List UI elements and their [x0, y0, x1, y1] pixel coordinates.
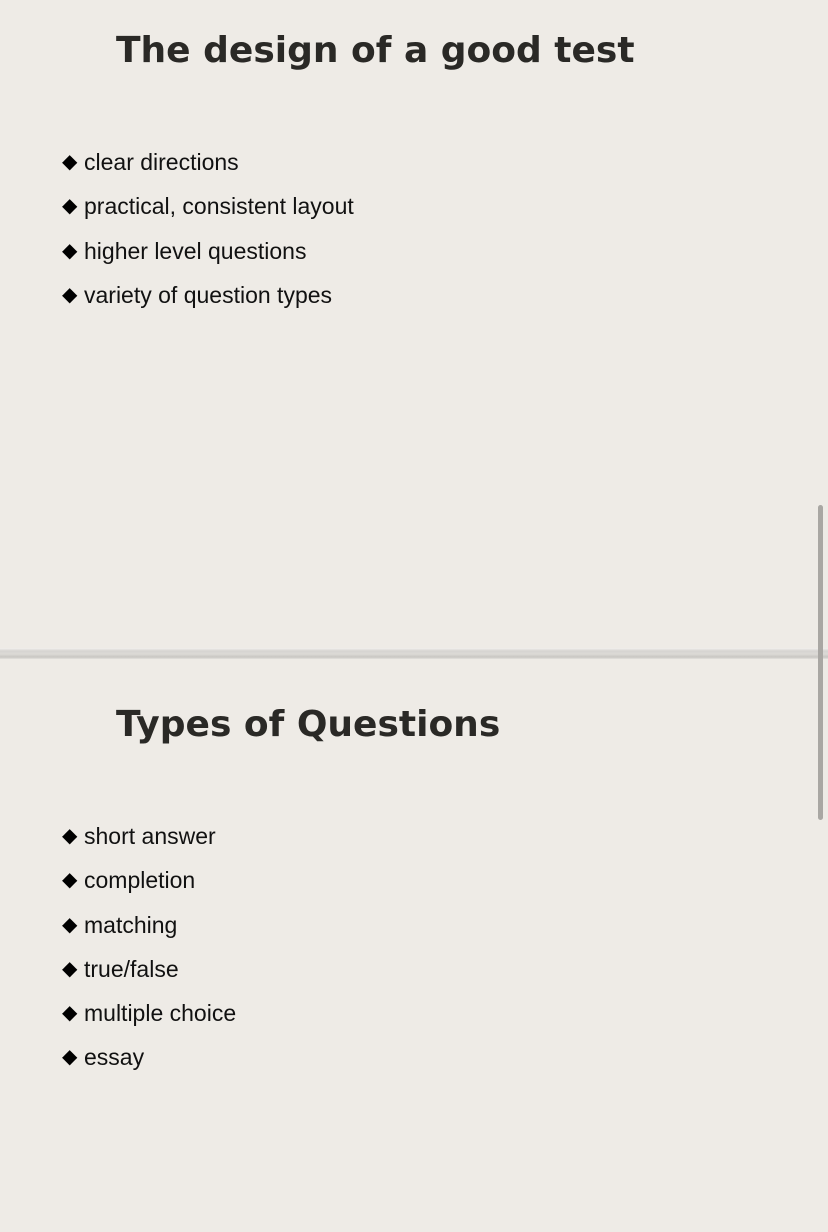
list-item-text: completion — [84, 867, 196, 894]
diamond-bullet-icon: ◆ — [62, 913, 78, 936]
slide-title: The design of a good test — [116, 30, 635, 71]
list-item — [62, 280, 354, 324]
diamond-bullet-icon: ◆ — [62, 825, 78, 847]
list-item — [62, 1042, 236, 1086]
bullet-list — [62, 147, 354, 324]
list-item — [62, 147, 354, 191]
diamond-bullet-icon: ◆ — [62, 239, 78, 262]
bullet-list — [62, 821, 236, 1087]
vertical-scrollbar[interactable] — [816, 0, 828, 1232]
list-item-text: multiple choice — [84, 1000, 237, 1027]
slide-divider — [0, 648, 828, 659]
list-item — [62, 910, 236, 954]
slide-title: Types of Questions — [116, 704, 501, 745]
diamond-bullet-icon: ◆ — [62, 1046, 78, 1069]
list-item — [62, 821, 236, 865]
diamond-bullet-icon: ◆ — [62, 151, 78, 173]
list-item-text: short answer — [84, 823, 216, 849]
diamond-bullet-icon: ◆ — [62, 195, 78, 218]
list-item — [62, 191, 354, 235]
list-item-text: true/false — [84, 955, 179, 982]
diamond-bullet-icon: ◆ — [62, 869, 78, 892]
list-item-text: variety of question types — [84, 281, 333, 308]
list-item-text: matching — [84, 911, 178, 938]
list-item-text: practical, consistent layout — [84, 193, 354, 220]
list-item — [62, 865, 236, 909]
scrollbar-thumb[interactable] — [818, 505, 823, 820]
list-item — [62, 998, 236, 1042]
slide-types-of-questions — [0, 659, 828, 1232]
list-item — [62, 236, 354, 280]
list-item — [62, 954, 236, 998]
list-item-text: clear directions — [84, 149, 239, 175]
diamond-bullet-icon: ◆ — [62, 1002, 78, 1025]
diamond-bullet-icon: ◆ — [62, 957, 78, 980]
list-item-text: higher level questions — [84, 237, 307, 264]
list-item-text: essay — [84, 1044, 145, 1071]
diamond-bullet-icon: ◆ — [62, 283, 78, 306]
